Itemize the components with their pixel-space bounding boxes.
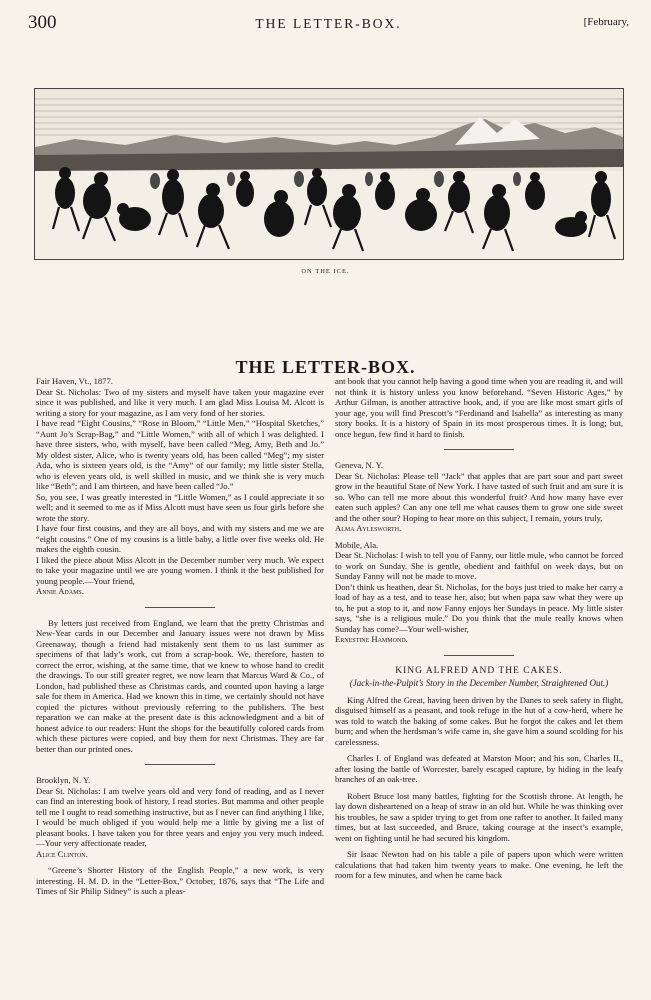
story-subtitle: (Jack-in-the-Pulpit’s Story in the December Number, Straightened Out.) bbox=[349, 678, 609, 688]
page-number: 300 bbox=[28, 12, 57, 33]
story-paragraph: King Alfred the Great, having been driven by the Danes to seek safety in flight, disguised himself as a peasant, and took refuge in the hut of a cow-herd, where he was told to watch the baking of some cakes. But he forgot the cakes and let them burn; and when the herdsman’s wife came in, she gave him a sound scolding for his carelessness. bbox=[335, 694, 623, 747]
letter-place: Brooklyn, N. Y. bbox=[36, 775, 91, 785]
ice-scene-svg bbox=[35, 89, 623, 259]
letter-brooklyn bbox=[36, 775, 324, 859]
letter-paragraph: I liked the piece about Miss Alcott in the December number very much. We expect to take your magazine until we are young women. I think it the best published for young people.—Your friend, bbox=[36, 554, 324, 586]
editorial-notice: By letters just received from England, we learn that the pretty Christmas and New-Year cards in our December and January issues were not drawn by Miss Greenaway, though a friend had mistakenly sent them to us last summer as specimens of that lady’s work, cut from a scrap-book. We, therefore, hasten to correct the error, wishing, at the same time, that we knew to whose hand to credit the drawings. To our still greater regret, we now learn that Marcus Ward & Co., of London, had published these as Christmas cards, and counted upon having a large sale for them in America. Had we known this in time, we certainly should not have copied the pictures without previously referring to the publishers. The best reparation we can make at the present date is this acknowledgment and a bit of honest advice to our readers: Hunt the shops for the beautifully colored cards from which these pictures were copied, and buy them for next Christmas. They are far better than our printed ones. bbox=[36, 617, 324, 754]
letter-signature: Alice Clinton. bbox=[36, 848, 88, 859]
letter-paragraph: So, you see, I was greatly interested in “Little Women,” as I could appreciate it so well; and it seemed to me as if Miss Alcott must have seen us four girls before she wrote the story. bbox=[36, 491, 324, 523]
divider-rule bbox=[145, 607, 215, 608]
story-paragraph: Sir Isaac Newton had on his table a pile of papers upon which were written calculations that had taken him twenty years to make. One evening, he left the room for a few minutes, and when he came back bbox=[335, 849, 623, 880]
letter-signature: Ernestine Hammond. bbox=[335, 634, 408, 644]
letter-mobile bbox=[335, 540, 623, 645]
divider-rule bbox=[444, 449, 514, 450]
section-title: THE LETTER-BOX. bbox=[235, 357, 416, 378]
story-paragraph: Robert Bruce lost many battles, fighting for the Scottish throne. At length, he lay down disheartened on a heap of straw in an old hut. While he was thinking over his troubles, he saw a spider trying to get from one rafter to another. It failed many times, but at last succeeded, and Bruce, taking courage at the insect’s example, went on fighting until he had secured his kingdom. bbox=[335, 790, 623, 843]
letter-place: Geneva, N. Y. bbox=[335, 460, 383, 470]
editorial-reply: “Greene’s Shorter History of the English People,” a new work, is very interesting. H. M. D. in the “Letter-Box,” October, 1876, says that “The Life and Times of Sir Philip Sidney” is such a pleas- bbox=[36, 865, 324, 896]
story-paragraph: Charles I. of England was defeated at Marston Moor; and his son, Charles II., after losing the battle of Worcester, barely escaped capture, by hiding in the leafy branches of an oak-tree. bbox=[335, 753, 623, 784]
letter-paragraph: Dear St. Nicholas: I wish to tell you of Fanny, our little mule, who cannot be forced to work on Sunday. She is gentle, obedient and faithful on week days, but on Sunday Fanny will not be made to move. bbox=[335, 550, 623, 581]
letter-fair-haven bbox=[36, 376, 324, 597]
letter-signature: Annie Adams. bbox=[36, 586, 84, 596]
right-column bbox=[335, 376, 623, 887]
letter-place: Fair Haven, Vt., 1877. bbox=[36, 376, 113, 386]
letter-paragraph: Dear St. Nicholas: I am twelve years old and very fond of reading, and as I never can find an interesting book of history, I read stories. But mamma and other people tell me I ought to read something instructive, but as I never can find anything I like, I would be much obliged if you would help me a little by giving me a list of pleasant books. I have taken you for three years and enjoy you very much indeed.—Your very affectionate reader, bbox=[36, 785, 324, 848]
letter-paragraph: Dear St. Nicholas: Please tell “Jack” that apples that are part sour and part sweet grow in the beautiful State of New York. I have tasted of such fruit and am sure it is so. Who can tell me more about this wonderful fruit? And how many have ever eaten such apples? Can any one tell me what causes them to grow one side sweet and the other sour? Hoping to hear more on this subject, I remain, yours truly, bbox=[335, 470, 623, 523]
letter-paragraph: Dear St. Nicholas: Two of my sisters and myself have taken your magazine ever since it was published, and like it very much. I am glad Miss Louisa M. Alcott is writing a story for your magazine, as I am very fond of her stories. bbox=[36, 386, 324, 418]
running-head bbox=[28, 12, 629, 38]
letter-place: Mobile, Ala. bbox=[335, 539, 379, 550]
left-column bbox=[36, 376, 324, 903]
story-title: KING ALFRED AND THE CAKES. bbox=[395, 665, 563, 676]
editorial-reply-continued: ant book that you cannot help having a good time when you are reading it, and will not think it is history unless you know beforehand. “Seven Historic Ages,” by Arthur Gilman, is another attractive book, and, if you are like most smart girls of your age, you will find Prescott’s “Ferdinand and Isabella” as interesting as many story books. It is a history of Spain in its most prosperous times. It is long; but, once begun, few find it hard to finish. bbox=[335, 376, 623, 439]
running-title: THE LETTER-BOX. bbox=[255, 16, 402, 31]
story-king-alfred bbox=[335, 666, 623, 881]
letter-paragraph: I have four first cousins, and they are all boys, and with my sisters and me we are “eight cousins.” One of my cousins is a little baby, a little over five weeks old. He makes the eighth cousin. bbox=[36, 523, 324, 554]
letter-paragraph: Don’t think us heathen, dear St. Nicholas, for the boys just tried to make her carry a load of hay as a test, and to tease her, also; but when papa saw what they were up to, he put a stop to it, and now Fanny enjoys her Sundays in peace. My little sister says, “she is a religious mule.” Do you think that the mule really knows when Sunday has come?—Your well-wisher, bbox=[335, 581, 623, 634]
running-month: [February, bbox=[583, 16, 629, 28]
letter-geneva bbox=[335, 460, 623, 534]
skating-illustration bbox=[34, 88, 624, 260]
letter-signature: Alma Aylesworth. bbox=[335, 523, 402, 533]
divider-rule bbox=[444, 655, 514, 656]
divider-rule bbox=[145, 764, 215, 765]
illustration-caption: ON THE ICE. bbox=[301, 268, 350, 275]
letter-paragraph: I have read “Eight Cousins,” “Rose in Bloom,” “Little Men,” “Hospital Sketches,” “Aunt Jo’s Scrap-Bag,” and “Little Women,” with all of which I was delighted. I have three sisters, who, with myself, have been called “Meg, Amy, Beth and Jo.” My oldest sister, Alice, who is twenty years old, has been called “Meg”; my sister Ada, who is sixteen years old, is the “Amy” of our family; my little sister Stella, who is eleven years old, is well skilled in music, and we think she is very much like “Beth”; and I am thirteen, and have been called “Jo.” bbox=[36, 418, 324, 491]
